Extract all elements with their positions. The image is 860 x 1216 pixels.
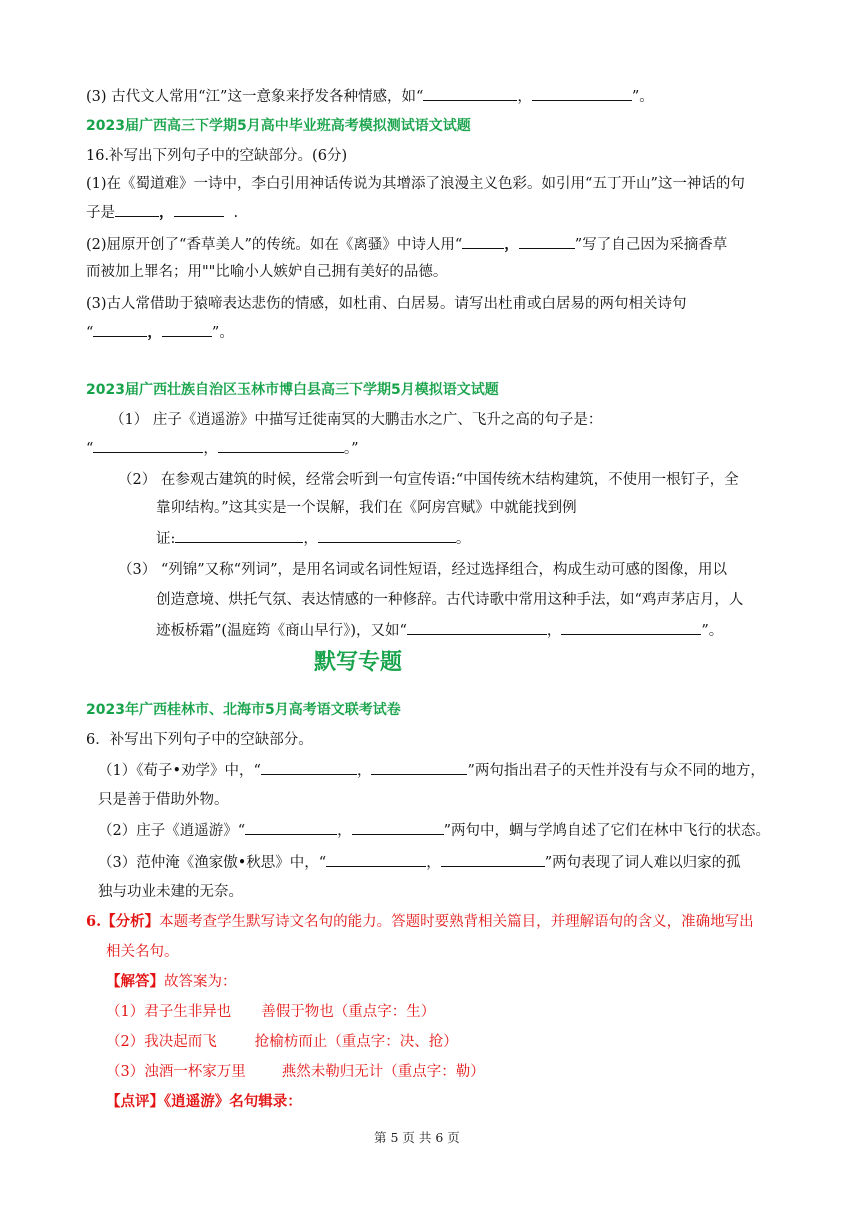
answer-item-3: （3）浊酒一杯家万里 燕然未勒归无计（重点字：勒）	[106, 1064, 485, 1080]
answer-blank	[115, 202, 159, 217]
q6-2-line: （2）庄子《逍遥游》“ ， ”两句中，蜩与学鸠自述了它们在林中飞行的状态。	[98, 820, 770, 841]
comment-line: 【点评】《逍遥游》名句辑录：	[106, 1093, 302, 1110]
q6-1-line-a: （1）《荀子•劝学》中，“ ， ”两句指出君子的天性并没有与众不同的地方，	[98, 760, 765, 781]
q2-3-line-c: 迹板桥霜”(温庭筠《商山早行》)，又如“ ， ”。	[156, 620, 723, 641]
answer-blank	[175, 528, 303, 543]
analysis-line-b: 相关名句。	[106, 944, 179, 960]
section-header-3: 2023年广西桂林市、北海市5月高考语文联考试卷	[86, 702, 401, 718]
answer-blank	[462, 234, 504, 249]
section-header-2: 2023届广西壮族自治区玉林市博白县高三下学期5月模拟语文试题	[86, 382, 499, 398]
answer-blank	[93, 438, 203, 453]
q6-1-line-b: 只是善于借助外物。	[98, 792, 229, 808]
answer-blank	[318, 528, 456, 543]
q2-2-line-c: 证: ， 。	[156, 528, 470, 549]
solution-line: 【解答】故答案为：	[106, 973, 237, 990]
section-title: 默写专题	[314, 650, 403, 675]
q16-1-line-b: 子是 ， .	[86, 204, 239, 221]
answer-blank	[261, 760, 357, 775]
answer-blank	[532, 86, 632, 101]
question-16-title: 16.补写出下列句子中的空缺部分。(6分)	[86, 148, 348, 164]
analysis-line-a: 6.【分析】本题考查学生默写诗文名句的能力。答题时要熟背相关篇目，并理解语句的含义，准确地写出	[86, 913, 754, 930]
answer-blank	[441, 852, 545, 867]
section-header-1: 2023届广西高三下学期5月高中毕业班高考模拟测试语文试题	[86, 118, 471, 134]
q16-3-line-b: “ ， ”。	[86, 324, 234, 341]
answer-blank	[174, 202, 224, 217]
answer-blank	[407, 620, 547, 635]
q3-river-line: (3) 古代文人常用“江”这一意象来抒发各种情感，如“ ， ”。	[86, 86, 654, 107]
q6-3-line-a: （3）范仲淹《渔家傲•秋思》中，“ ， ”两句表现了词人难以归家的孤	[98, 852, 741, 873]
q2-2-line-a: （2） 在参观古建筑的时候，经常会听到一句宣传语:“中国传统木结构建筑，不使用一根钉子，全	[118, 472, 739, 488]
q16-1-line-a: (1)在《蜀道难》一诗中，李白引用神话传说为其增添了浪漫主义色彩。如引用“五丁开山”这一神话的句	[86, 176, 745, 192]
answer-item-2: （2）我决起而飞 抢榆枋而止（重点字：决、抢）	[106, 1034, 458, 1050]
q16-2-line-b: 而被加上罪名；用""比喻小人嫉妒自己拥有美好的品德。	[86, 264, 448, 280]
q2-2-line-b: 靠卯结构。”这其实是一个误解，我们在《阿房宫赋》中就能找到例	[156, 500, 577, 516]
q16-2-line-a: (2)屈原开创了“香草美人”的传统。如在《离骚》中诗人用“ ， ”写了自己因为采摘香草	[86, 236, 728, 253]
answer-item-1: （1）君子生非异也 善假于物也（重点字：生）	[106, 1004, 436, 1020]
answer-blank	[352, 820, 444, 835]
page-footer: 第 5 页 共 6 页	[374, 1130, 460, 1145]
answer-blank	[162, 322, 212, 337]
answer-blank	[93, 322, 147, 337]
q2-3-line-a: （3） “列锦”又称“列词”，是用名词或名词性短语，经过选择组合，构成生动可感的图像，用以	[118, 562, 727, 578]
q16-3-line-a: (3)古人常借助于猿啼表达悲伤的情感，如杜甫、白居易。请写出杜甫或白居易的两句相关诗句	[86, 296, 687, 312]
answer-blank	[561, 620, 701, 635]
answer-blank	[423, 86, 517, 101]
q6-3-line-b: 独与功业未建的无奈。	[98, 884, 243, 900]
answer-blank	[371, 760, 467, 775]
q2-1-line-a: （1） 庄子《逍遥游》中描写迁徙南冥的大鹏击水之广、飞升之高的句子是：	[110, 412, 603, 428]
answer-blank	[519, 234, 575, 249]
answer-blank	[218, 438, 344, 453]
q2-1-line-b: “ ， 。”	[86, 438, 359, 459]
answer-blank	[245, 820, 337, 835]
question-6-title: 6．补写出下列句子中的空缺部分。	[86, 732, 313, 748]
answer-blank	[326, 852, 426, 867]
q2-3-line-b: 创造意境、烘托气氛、表达情感的一种修辞。古代诗歌中常用这种手法，如“鸡声茅店月，人	[156, 592, 744, 608]
